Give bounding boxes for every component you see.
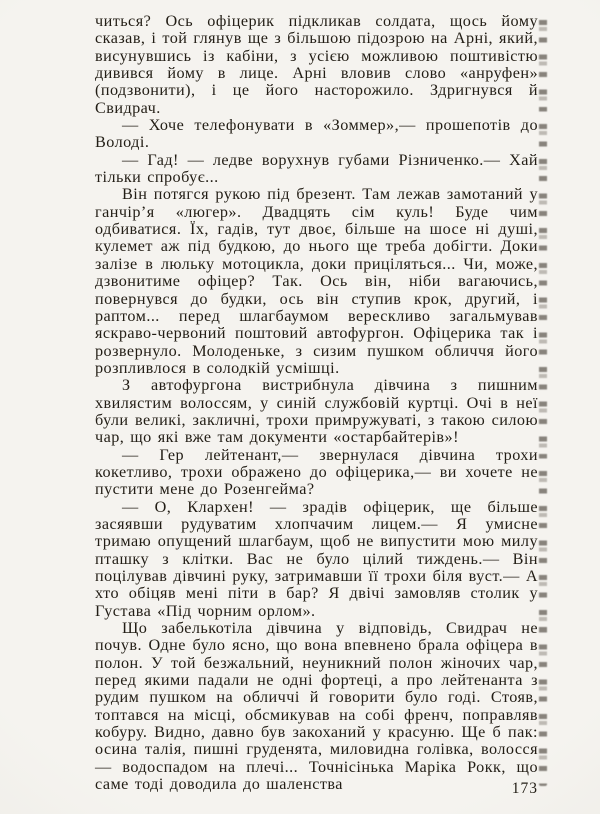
paragraph: читься? Ось офіцерик підкликав солдата, щось йому сказав, і той глянув ще з більшою підозрою на Арні, який, висунувшись із кабіни, з усією можливою поштивістю дивився йому в лице. Арні вловив слово «анруфен» (подзвонити), і це його насторожило. Здригнувся й Свидрач. [95,12,538,117]
page-text [95,13,538,793]
scan-artifact-strip [539,16,547,786]
paragraph: Він потягся рукою під брезент. Там лежав замотаний у ганчір’я «люгер». Двадцять сім куль! Буде чим одбиватися. Їх, гадів, тут двоє, більше на шосе ні душі, кулемет аж під будкою, до нього ще треба добігти. Доки залізе в люльку мотоцикла, доки приціляться... Чи, може, дзвонитиме офіцер? Так. Ось він, ніби вагаючись, повернувся до будки, ось він ступив крок, другий, і раптом... перед шлагбаумом верескливо загальмував яскраво-червоний поштовий автофургон. Офіцерика так і розвернуло. Молоденьке, з сизим пушком обличчя його розпливлося в солодкій усмішці. [95,185,538,377]
paragraph: — Хоче телефонувати в «Зоммер»,— прошепотів до Володі. [95,116,538,152]
paragraph: З автофургона вистрибнула дівчина з пишним хвилястим волоссям, у синій службовій куртці. Очі в неї були великі, закличні, трохи примружуваті, з такою силою чар, що які вже там документи «остарбайтерів»! [95,376,538,447]
page-number: 173 [511,780,538,797]
paragraph: Що забелькотіла дівчина у відповідь, Свидрач не почув. Одне було ясно, що вона впевнено брала офіцера в полон. У той безжальний, неуникний полон жіночих чар, перед якими падали не одні фортеці, а про лейтенанта з рудим пушком на обличчі й говорити було годі. Стояв, топтався на місці, обсмикував на собі френч, поправляв кобуру. Видно, давно був закоханий у красуню. Ще б пак: осина талія, пишні груденята, миловидна голівка, волосся — водоспадом на плечі... Точнісінька Маріка Рокк, що саме тоді доводила до шаленства [95,619,538,794]
paragraph: — Гер лейтенант,— звернулася дівчина трохи кокетливо, трохи ображено до офіцерика,— ви хочете не пустити мене до Розенгейма? [95,445,538,499]
paragraph: — О, Клархен! — зрадів офіцерик, ще більше засяявши рудуватим хлопчачим лицем.— Я умисне тримаю опущений шлагбаум, щоб не випустити мою милу пташку з клітки. Вас не було цілий тиждень.— Він поцілував дівчині руку, затримавши її трохи біля вуст.— А хто обіцяв мені піти в бар? Я двічі замовляв столик у Густава «Під чорним орлом». [95,497,538,620]
paragraph: — Гад! — ледве ворухнув губами Різниченко.— Хай тільки спробує... [95,150,538,187]
